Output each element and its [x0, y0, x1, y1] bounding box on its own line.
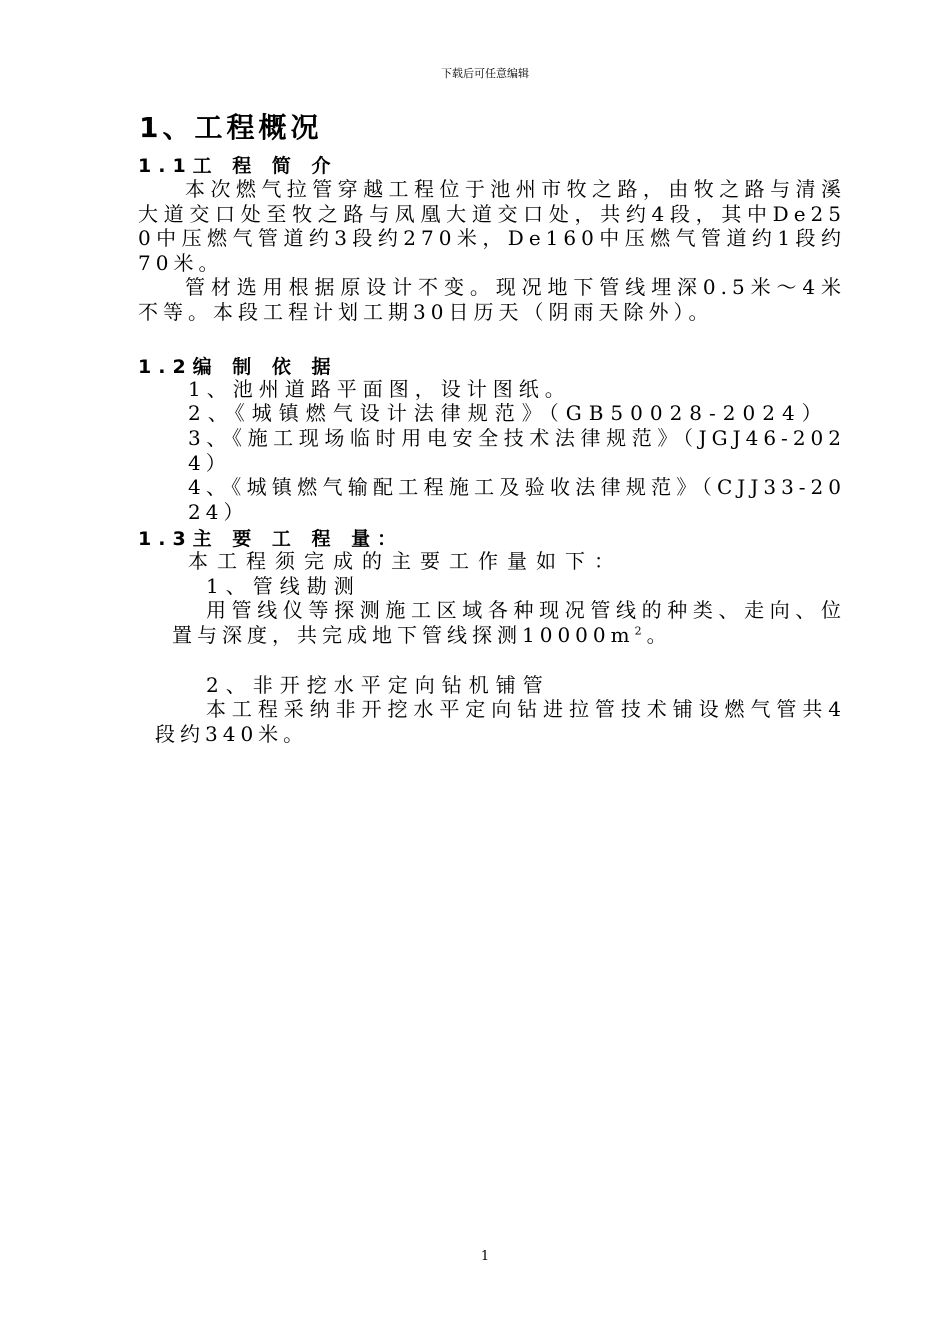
sub-item-1-text	[172, 598, 846, 647]
page-number: 1	[480, 1249, 490, 1264]
intro-paragraph-1: 本次燃气拉管穿越工程位于池州市牧之路，由牧之路与清溪大道交口处至牧之路与凤凰大道交口处，共约4段，其中De250中压燃气管道约3段约270米，De160中压燃气管道约1段约70米。	[138, 177, 846, 275]
basis-item-1: 1、池州道路平面图，设计图纸。	[188, 377, 571, 401]
sub-item-1-text-main: 用管线仪等探测施工区域各种现况管线的种类、走向、位置与深度，共完成地下管线探测10000m	[172, 598, 846, 647]
basis-item-4: 4、《城镇燃气输配工程施工及验收法律规范》（CJJ33-2024）	[188, 475, 846, 524]
heading-project-overview: 1、工程概况	[139, 111, 323, 144]
intro-paragraph-2: 管材选用根据原设计不变。现况地下管线埋深0.5米～4米不等。本段工程计划工期30日历天（阴雨天除外）。	[138, 275, 846, 324]
heading-compilation-basis: 1.2编 制 依 据	[138, 356, 338, 378]
heading-project-intro: 1.1工 程 简 介	[138, 155, 338, 177]
basis-item-3: 3、《施工现场临时用电安全技术法律规范》（JGJ46-2024）	[188, 426, 846, 475]
superscript-square: 2	[634, 623, 647, 637]
heading-main-quantities: 1.3主 要 工 程 量：	[138, 528, 404, 550]
page-header: 下载后可任意编辑	[441, 67, 529, 80]
quantities-intro: 本工程须完成的主要工作量如下：	[188, 549, 623, 573]
sub-item-2-title: 2、非开挖水平定向钻机铺管	[206, 673, 550, 697]
basis-item-2: 2、《城镇燃气设计法律规范》（GB50028-2024）	[188, 401, 829, 425]
sub-item-2-text: 本工程采纳非开挖水平定向钻进拉管技术铺设燃气管共4段约340米。	[155, 697, 846, 746]
sub-item-1-title: 1、管线勘测	[206, 574, 361, 598]
sub-item-1-text-end: 。	[646, 622, 672, 647]
